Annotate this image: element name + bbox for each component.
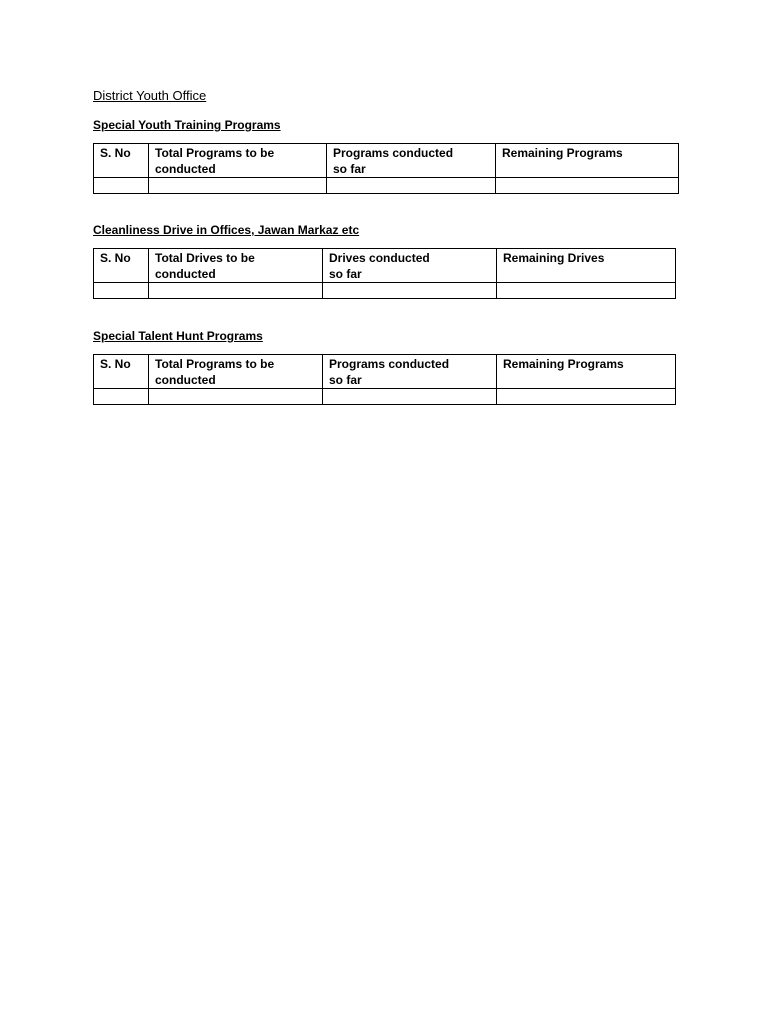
table-row — [94, 389, 676, 405]
header-cell: Remaining Programs — [497, 355, 676, 389]
youth-training-table — [93, 143, 679, 194]
table-cell[interactable] — [323, 389, 497, 405]
table-cell[interactable] — [149, 178, 327, 194]
table-header-row — [94, 249, 676, 283]
section-talent-hunt — [93, 329, 676, 405]
header-cell: Total Drives to be conducted — [149, 249, 323, 283]
section-title: Cleanliness Drive in Offices, Jawan Markaz etc — [93, 223, 360, 237]
section-cleanliness-drive — [93, 223, 676, 299]
section-title: Special Youth Training Programs — [93, 118, 281, 132]
table-row — [94, 178, 679, 194]
table-cell[interactable] — [497, 389, 676, 405]
table-cell[interactable] — [149, 389, 323, 405]
table-cell[interactable] — [94, 283, 149, 299]
table-row — [94, 283, 676, 299]
header-cell: S. No — [94, 355, 149, 389]
table-header-row — [94, 355, 676, 389]
table-cell[interactable] — [327, 178, 496, 194]
table-cell[interactable] — [94, 178, 149, 194]
table-cell[interactable] — [94, 389, 149, 405]
table-cell[interactable] — [497, 283, 676, 299]
section-title: Special Talent Hunt Programs — [93, 329, 263, 343]
header-cell: Programs conducted so far — [323, 355, 497, 389]
header-cell: Total Programs to be conducted — [149, 144, 327, 178]
table-header-row — [94, 144, 679, 178]
header-cell: Programs conducted so far — [327, 144, 496, 178]
talent-hunt-table — [93, 354, 676, 405]
header-cell: S. No — [94, 249, 149, 283]
cleanliness-drive-table — [93, 248, 676, 299]
table-cell[interactable] — [496, 178, 679, 194]
header-cell: Drives conducted so far — [323, 249, 497, 283]
section-youth-training — [93, 118, 679, 194]
page-title: District Youth Office — [93, 88, 207, 103]
table-cell[interactable] — [149, 283, 323, 299]
header-cell: Remaining Drives — [497, 249, 676, 283]
header-cell: S. No — [94, 144, 149, 178]
table-cell[interactable] — [323, 283, 497, 299]
header-cell: Total Programs to be conducted — [149, 355, 323, 389]
header-cell: Remaining Programs — [496, 144, 679, 178]
